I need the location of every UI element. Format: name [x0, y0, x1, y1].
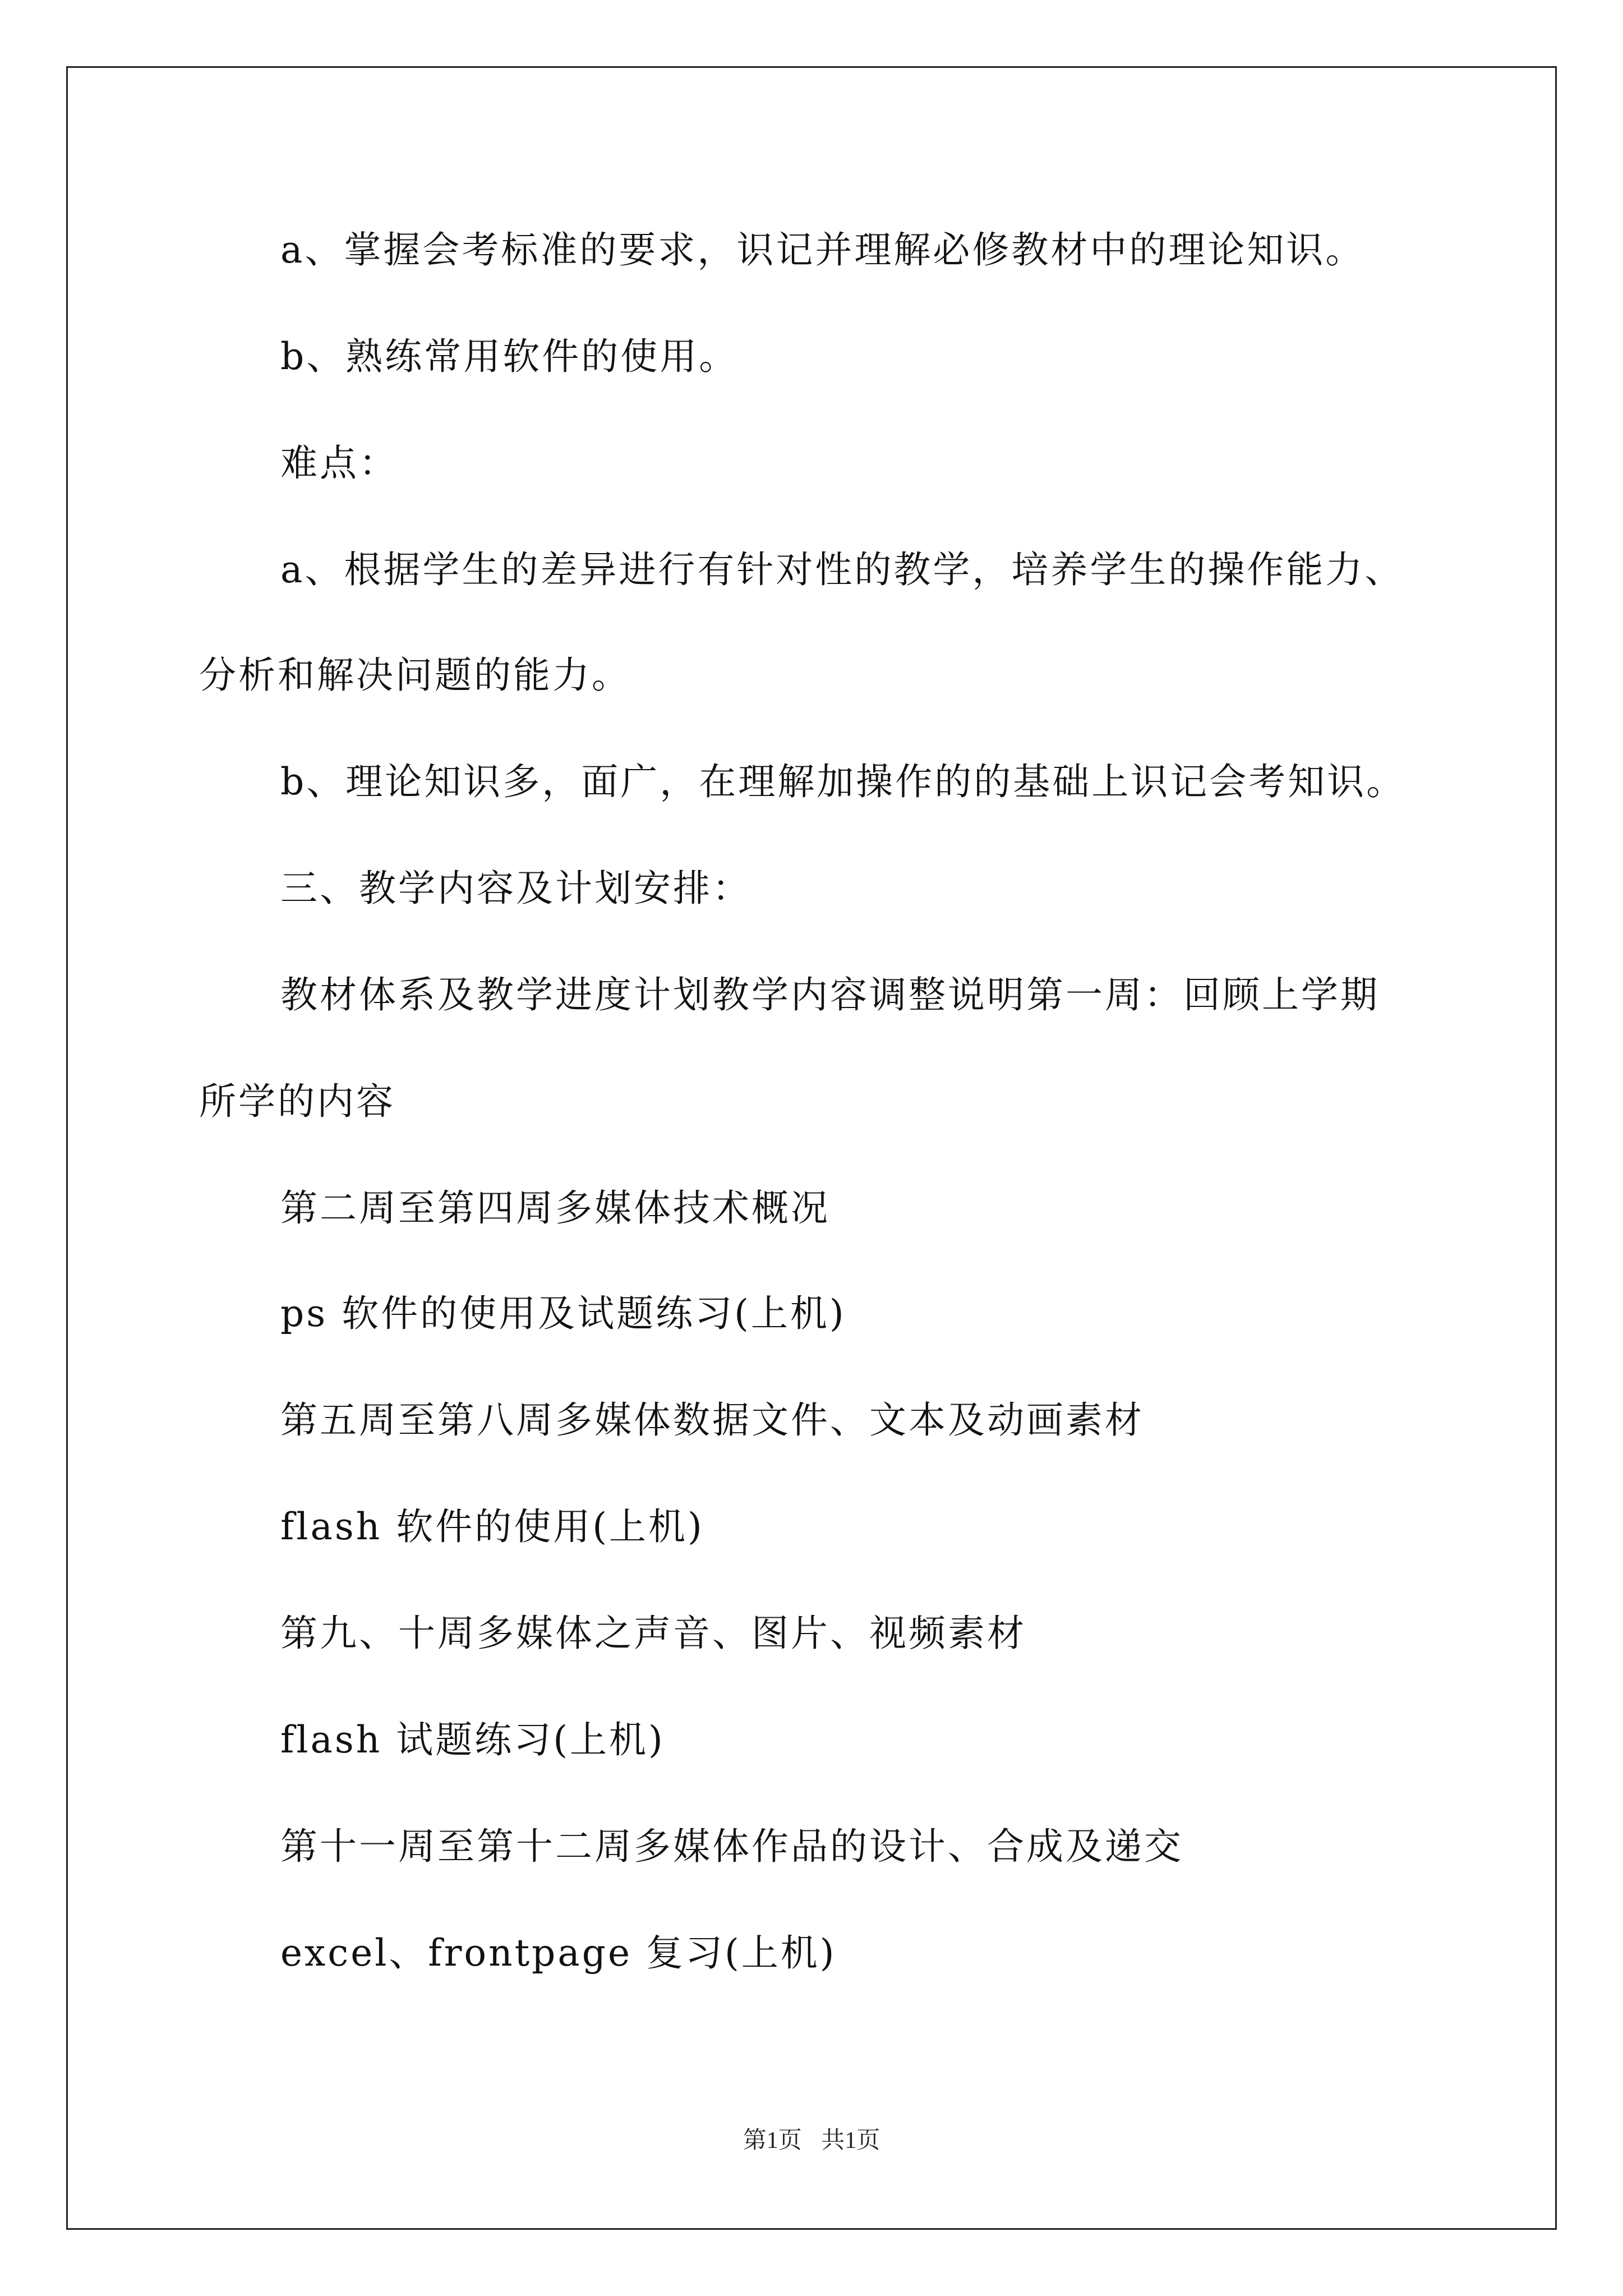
page-footer — [0, 2122, 1623, 2155]
paragraph-difficulty-a: a、根据学生的差异进行有针对性的教学，培养学生的操作能力、 — [280, 548, 1404, 591]
heading-content-plan: 三、教学内容及计划安排： — [280, 867, 751, 910]
heading-difficulties: 难点： — [280, 441, 398, 485]
paragraph-flash-practice: flash 试题练习(上机) — [280, 1718, 665, 1761]
paragraph-key-point-b: b、熟练常用软件的使用。 — [280, 335, 739, 378]
paragraph-key-point-a: a、掌握会考标准的要求，识记并理解必修教材中的理论知识。 — [280, 228, 1365, 272]
paragraph-difficulty-a-cont: 分析和解决问题的能力。 — [199, 654, 631, 697]
paragraph-excel-review: excel、frontpage 复习(上机) — [280, 1931, 837, 1975]
paragraph-weeks-9-10: 第九、十周多媒体之声音、图片、视频素材 — [280, 1612, 1026, 1655]
paragraph-weeks-5-8: 第五周至第八周多媒体数据文件、文本及动画素材 — [280, 1398, 1144, 1442]
paragraph-difficulty-b: b、理论知识多，面广，在理解加操作的的基础上识记会考知识。 — [280, 760, 1406, 803]
page-total: 共1页 — [821, 2128, 880, 2154]
page-number: 第1页 — [743, 2128, 802, 2154]
paragraph-week-1: 教材体系及教学进度计划教学内容调整说明第一周：回顾上学期 — [280, 973, 1380, 1016]
paragraph-weeks-11-12: 第十一周至第十二周多媒体作品的设计、合成及递交 — [280, 1825, 1183, 1868]
paragraph-ps-practice: ps 软件的使用及试题练习(上机) — [280, 1292, 846, 1335]
paragraph-weeks-2-4: 第二周至第四周多媒体技术概况 — [280, 1186, 830, 1230]
paragraph-flash-usage: flash 软件的使用(上机) — [280, 1505, 704, 1548]
paragraph-week-1-cont: 所学的内容 — [199, 1080, 395, 1123]
